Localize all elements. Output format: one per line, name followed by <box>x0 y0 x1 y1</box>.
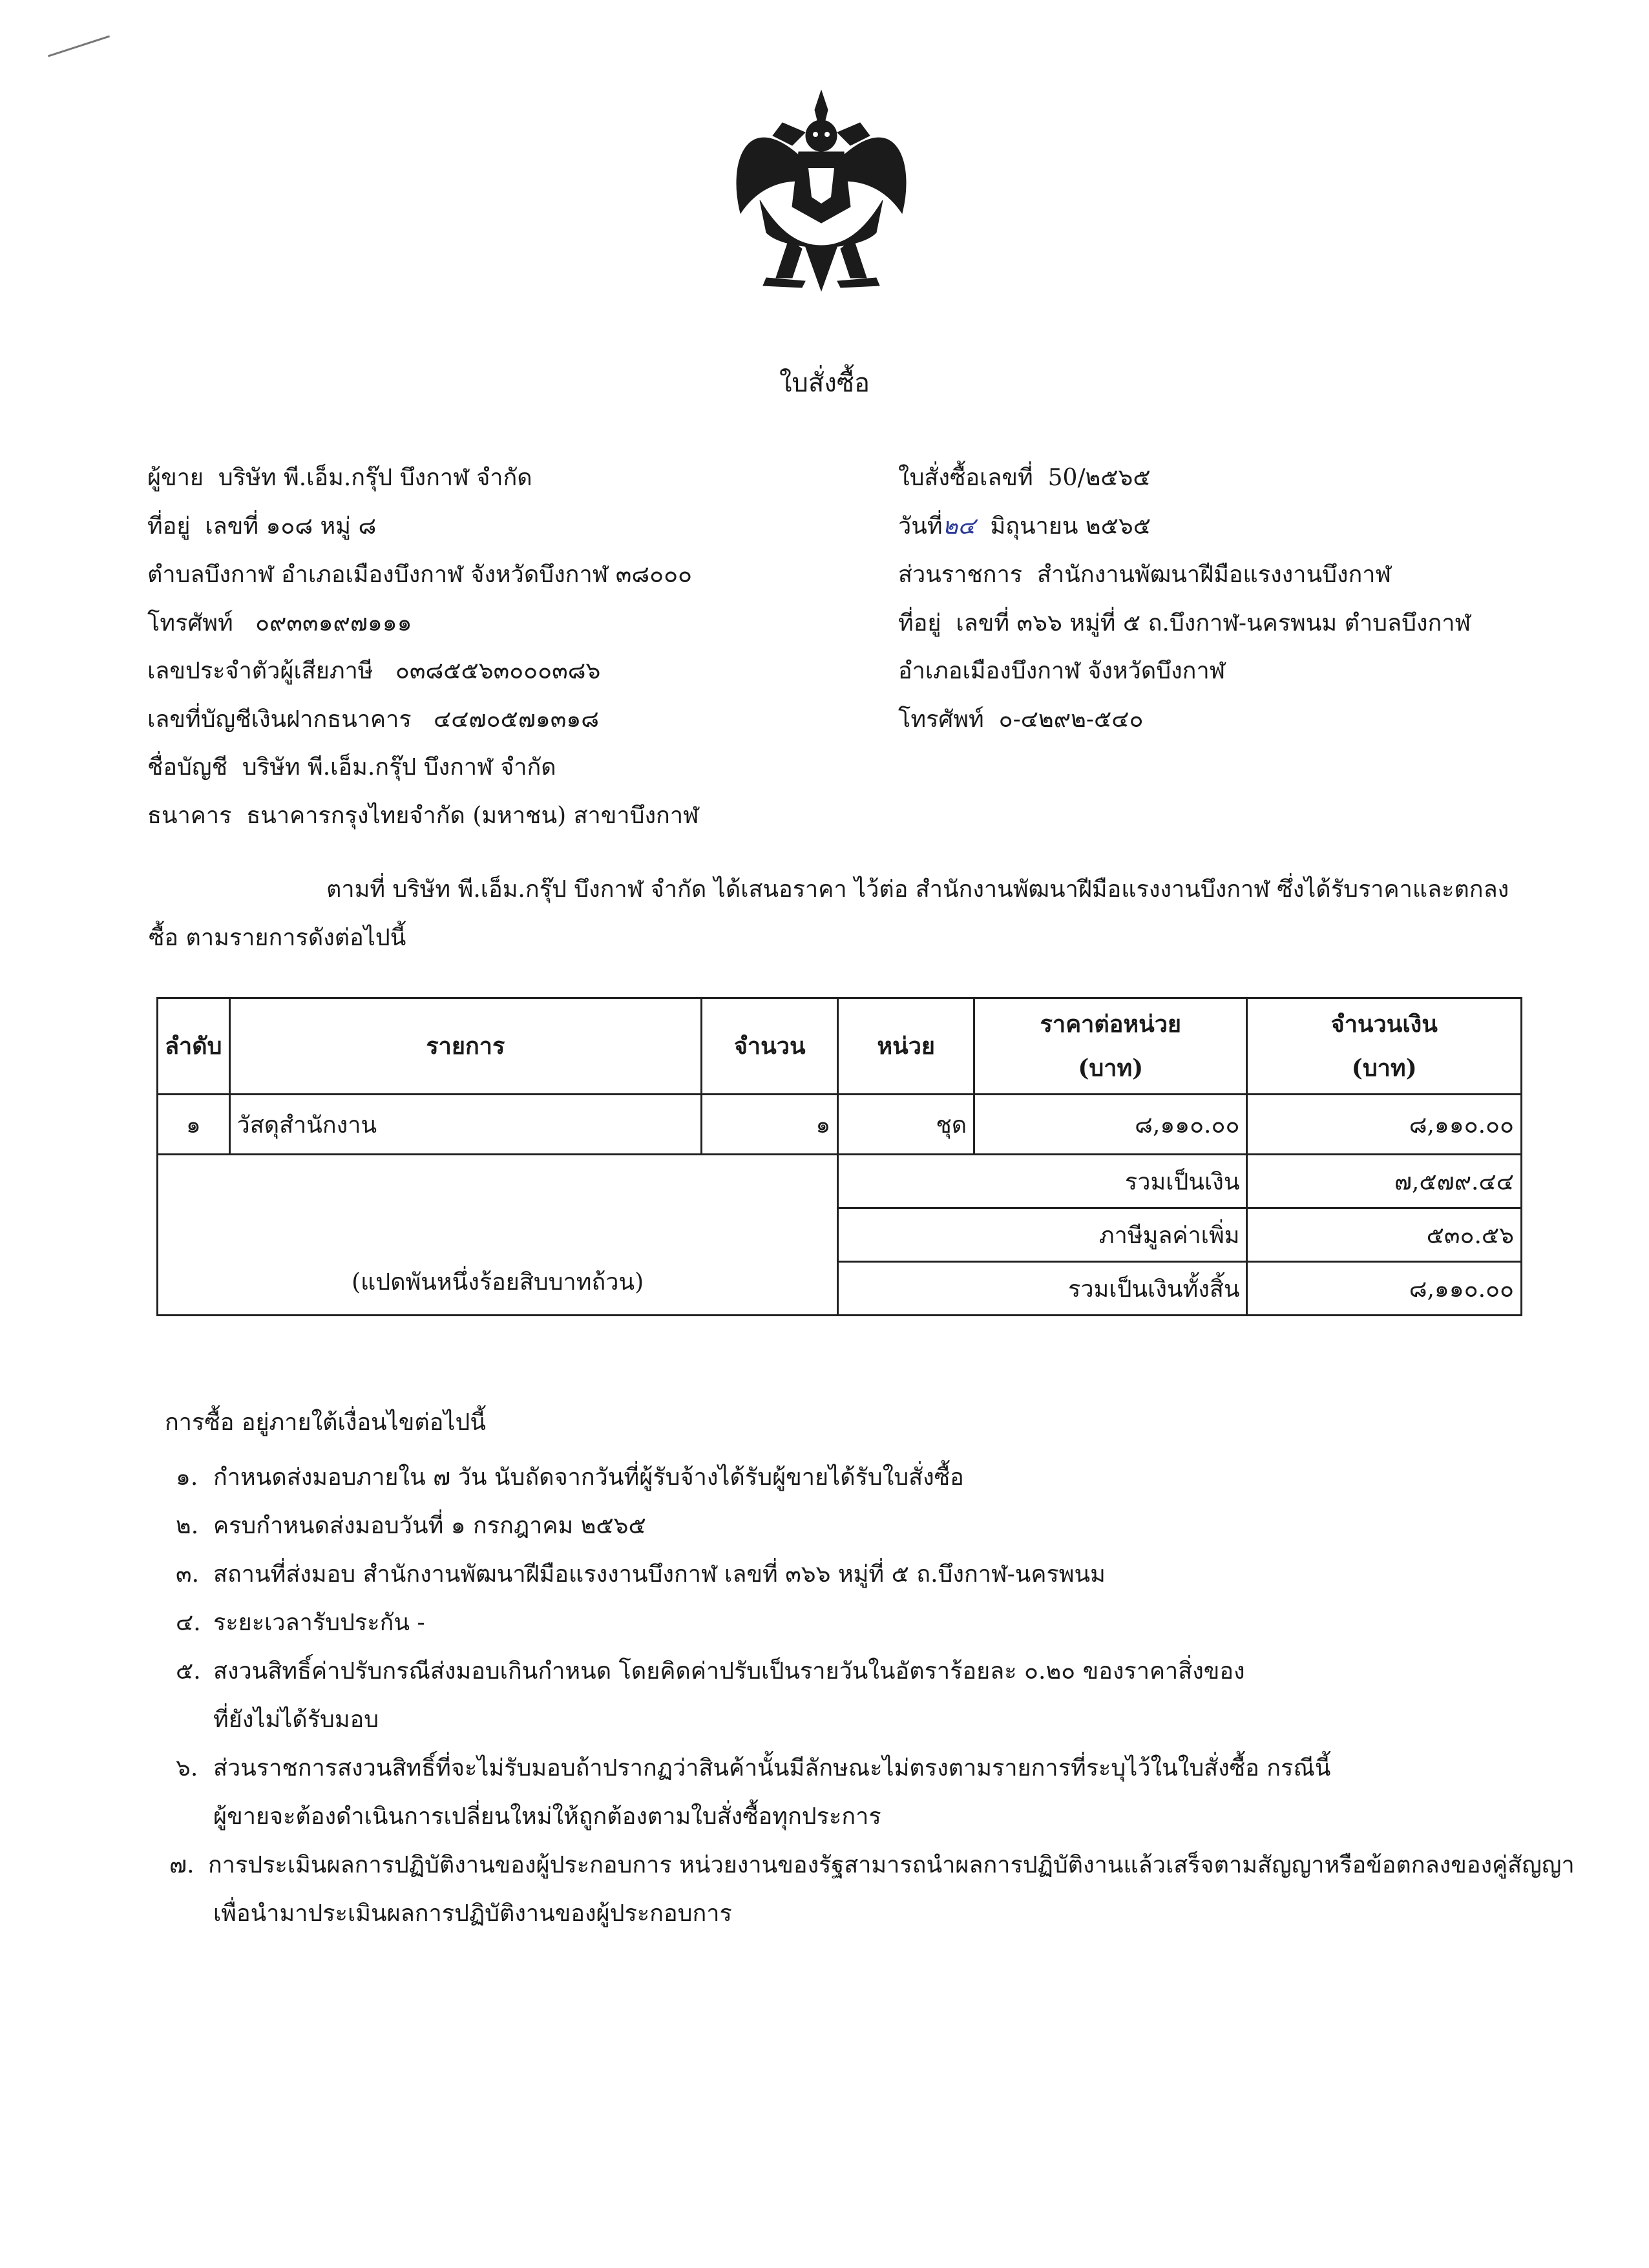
header-amount-top: จำนวนเงิน <box>1330 1010 1438 1038</box>
order-date-label: วันที่ <box>898 513 943 540</box>
seller-label: ธนาคาร <box>147 803 232 829</box>
condition-text: ที่ยังไม่ได้รับมอบ <box>213 1706 379 1733</box>
order-number-value: 50/๒๕๖๕ <box>1047 465 1151 491</box>
condition-text: ครบกำหนดส่งมอบวันที่ ๑ กรกฎาคม ๒๕๖๕ <box>213 1513 646 1539</box>
header-item: รายการ <box>229 998 702 1095</box>
condition-text: ส่วนราชการสงวนสิทธิ์ที่จะไม่รับมอบถ้าปรากฏว่าสินค้านั้นมีลักษณะไม่ตรงตามรายการที่ระบุไว้ในใบสั่งซื้อ กรณีนี้ <box>213 1755 1331 1781</box>
seller-line <box>147 609 412 637</box>
header-price-bottom: (บาท) <box>1078 1055 1144 1082</box>
scan-mark <box>48 36 110 58</box>
seller-value: บริษัท พี.เอ็ม.กรุ๊ป บึงกาฬ จำกัด <box>218 465 532 491</box>
total-value: ๘,๑๑๐.๐๐ <box>1247 1262 1522 1316</box>
order-date-rest: มิถุนายน ๒๕๖๕ <box>990 513 1151 540</box>
table-row <box>158 1095 1522 1155</box>
order-number-label: ใบสั่งซื้อเลขที่ <box>898 465 1033 491</box>
seller-value: ๐๓๘๕๕๖๓๐๐๐๓๘๖ <box>395 658 601 684</box>
header-no: ลำดับ <box>158 998 230 1095</box>
row-item: วัสดุสำนักงาน <box>229 1095 702 1155</box>
garuda-emblem-icon <box>721 84 921 304</box>
header-unit: หน่วย <box>838 998 974 1095</box>
condition-text: สถานที่ส่งมอบ สำนักงานพัฒนาฝีมือแรงงานบึงกาฬ เลขที่ ๓๖๖ หมู่ที่ ๕ ถ.บึงกาฬ-นครพนม <box>213 1561 1106 1588</box>
conditions-heading: การซื้อ อยู่ภายใต้เงื่อนไขต่อไปนี้ <box>165 1409 486 1436</box>
row-no: ๑ <box>158 1095 230 1155</box>
condition-number: ๒. <box>176 1513 199 1539</box>
header-price-top: ราคาต่อหน่วย <box>1040 1010 1182 1038</box>
subtotal-row <box>158 1155 1522 1208</box>
order-number <box>898 464 1151 492</box>
seller-value: ๐๙๓๓๑๙๗๑๑๑ <box>255 610 412 636</box>
header-qty: จำนวน <box>702 998 838 1095</box>
seller-value: ตำบลบึงกาฬ อำเภอเมืองบึงกาฬ จังหวัดบึงกาฬ ๓๘๐๐๐ <box>147 562 693 588</box>
row-price: ๘,๑๑๐.๐๐ <box>974 1095 1247 1155</box>
order-agency-label: ส่วนราชการ <box>898 562 1023 588</box>
vat-value: ๕๓๐.๕๖ <box>1247 1208 1522 1262</box>
seller-label: โทรศัพท์ <box>147 610 233 636</box>
condition-number: ๖. <box>176 1755 198 1781</box>
seller-value: เลขที่ ๑๐๘ หมู่ ๘ <box>205 513 377 540</box>
condition-text: สงวนสิทธิ์ค่าปรับกรณีส่งมอบเกินกำหนด โดยคิดค่าปรับเป็นรายวันในอัตราร้อยละ ๐.๒๐ ของราคาสิ่งของ <box>213 1658 1245 1685</box>
condition-number: ๔. <box>176 1610 201 1636</box>
order-phone-label: โทรศัพท์ <box>898 706 984 733</box>
condition-text: กำหนดส่งมอบภายใน ๗ วัน นับถัดจากวันที่ผู้รับจ้างได้รับผู้ขายได้รับใบสั่งซื้อ <box>213 1464 964 1491</box>
seller-line <box>147 512 376 540</box>
condition-number: ๗. <box>169 1852 194 1878</box>
order-address-value: เลขที่ ๓๖๖ หมู่ที่ ๕ ถ.บึงกาฬ-นครพนม ตำบลบึงกาฬ <box>956 610 1471 636</box>
header-amount <box>1247 998 1522 1095</box>
amount-in-words: (แปดพันหนึ่งร้อยสิบบาทถ้วน) <box>158 1155 838 1316</box>
order-address <box>898 609 1471 637</box>
seller-line <box>147 561 692 589</box>
order-date-day: ๒๔ <box>942 513 976 540</box>
document-title: ใบสั่งซื้อ <box>779 368 870 398</box>
seller-value: ธนาคารกรุงไทยจำกัด (มหาชน) สาขาบึงกาฬ <box>246 803 699 829</box>
seller-value: บริษัท พี.เอ็ม.กรุ๊ป บึงกาฬ จำกัด <box>242 754 556 781</box>
condition-text: การประเมินผลการปฏิบัติงานของผู้ประกอบการ หน่วยงานของรัฐสามารถนำผลการปฏิบัติงานแล้วเสร็จตามสัญญาหรือข้อตกลงของคู่สัญญา <box>208 1852 1575 1878</box>
seller-line <box>147 464 532 492</box>
intro-line: ตามที่ บริษัท พี.เอ็ม.กรุ๊ป บึงกาฬ จำกัด ได้เสนอราคา ไว้ต่อ สำนักงานพัฒนาฝีมือแรงงานบึงกาฬ ซึ่งได้รับราคาและตกลง <box>326 876 1509 903</box>
condition-number: ๓. <box>176 1561 200 1588</box>
subtotal-label: รวมเป็นเงิน <box>838 1155 1247 1208</box>
seller-line <box>147 657 600 685</box>
seller-label: เลขประจำตัวผู้เสียภาษี <box>147 658 373 684</box>
condition-number: ๕. <box>176 1658 201 1685</box>
table-header-row <box>158 998 1522 1095</box>
intro-line: ซื้อ ตามรายการดังต่อไปนี้ <box>149 925 406 951</box>
vat-label: ภาษีมูลค่าเพิ่ม <box>838 1208 1247 1262</box>
seller-line <box>147 802 699 830</box>
order-phone-value: ๐-๔๒๙๒-๕๔๐ <box>998 706 1144 733</box>
condition-text: เพื่อนำมาประเมินผลการปฏิบัติงานของผู้ประกอบการ <box>213 1900 732 1927</box>
row-unit: ชุด <box>838 1095 974 1155</box>
order-agency <box>898 561 1391 589</box>
seller-value: ๔๔๗๐๕๗๑๓๑๘ <box>434 706 599 733</box>
seller-line <box>147 753 556 781</box>
order-date <box>898 512 1151 540</box>
header-amount-bottom: (บาท) <box>1351 1055 1417 1082</box>
condition-number: ๑. <box>176 1464 198 1491</box>
seller-label: ที่อยู่ <box>147 513 191 540</box>
row-qty: ๑ <box>702 1095 838 1155</box>
seller-label: ผู้ขาย <box>147 465 204 491</box>
seller-line <box>147 706 599 733</box>
order-agency-value: สำนักงานพัฒนาฝีมือแรงงานบึงกาฬ <box>1037 562 1392 588</box>
seller-label: ชื่อบัญชี <box>147 754 228 781</box>
order-phone <box>898 706 1143 733</box>
order-address-line2: อำเภอเมืองบึงกาฬ จังหวัดบึงกาฬ <box>898 658 1226 684</box>
header-price <box>974 998 1247 1095</box>
items-table <box>156 997 1522 1316</box>
order-address-label: ที่อยู่ <box>898 610 941 636</box>
total-label: รวมเป็นเงินทั้งสิ้น <box>838 1262 1247 1316</box>
condition-text: ระยะเวลารับประกัน - <box>213 1610 425 1636</box>
seller-label: เลขที่บัญชีเงินฝากธนาคาร <box>147 706 412 733</box>
row-amount: ๘,๑๑๐.๐๐ <box>1247 1095 1522 1155</box>
subtotal-value: ๗,๕๗๙.๔๔ <box>1247 1155 1522 1208</box>
condition-text: ผู้ขายจะต้องดำเนินการเปลี่ยนใหม่ให้ถูกต้องตามใบสั่งซื้อทุกประการ <box>213 1803 881 1830</box>
